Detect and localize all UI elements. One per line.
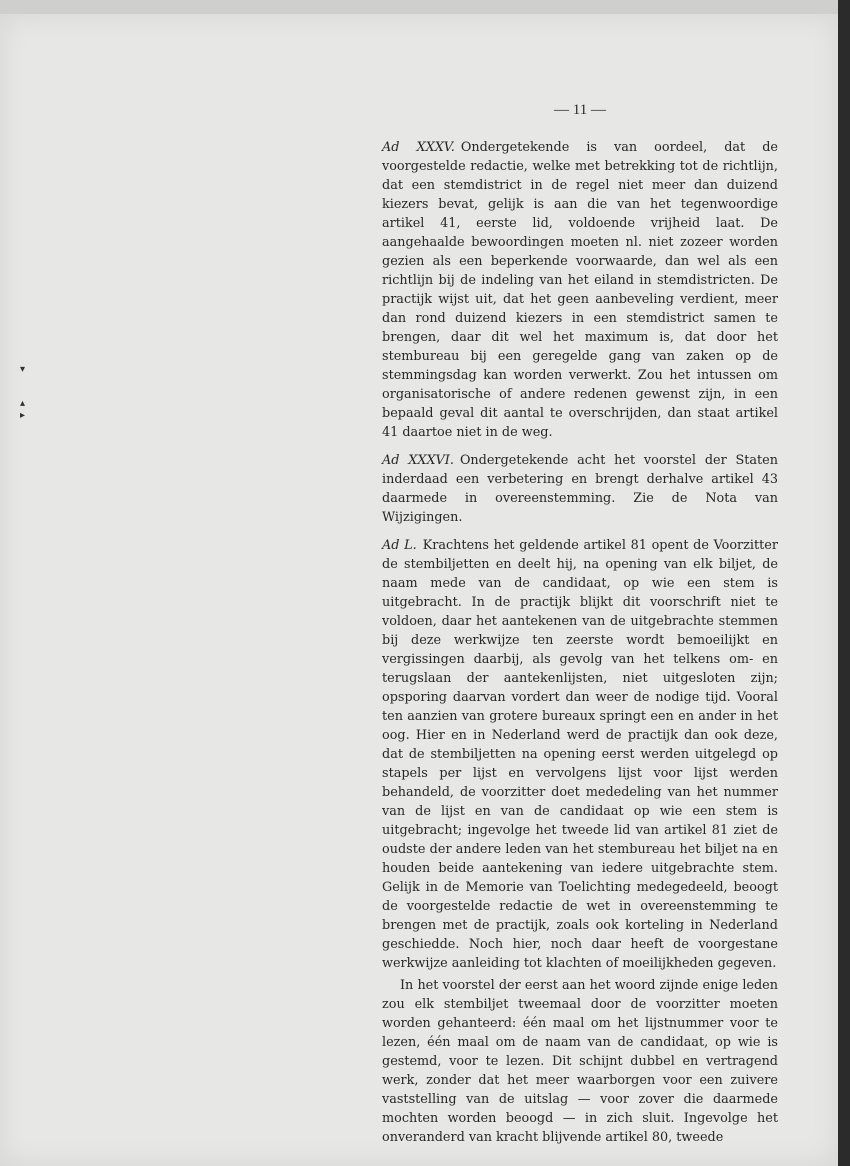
document-page <box>0 14 838 1166</box>
scan-right-edge <box>838 0 850 1166</box>
paragraph-text: Ondergetekende acht het voorstel der Staten inderdaad een verbetering en brengt derhalve artikel 43 daarmede in overeenstemming. Zie de Nota van Wijzigingen. <box>382 453 778 525</box>
page-number: — 11 — <box>554 102 606 118</box>
margin-mark: ▴ <box>20 398 26 409</box>
paragraph-lead: Ad XXXVI. <box>382 453 454 468</box>
paragraph-text: In het voorstel der eerst aan het woord zijnde enige leden zou elk stembiljet tweemaal door de voorzitter moeten worden gehanteerd: één maal om het lijstnummer voor te lezen, één maal om de naam van de candidaat, op wie is gestemd, voor te lezen. Dit schijnt dubbel en vertragend werk, zonder dat het meer waarborgen voor een zuivere vaststelling van de uitslag — voor zover die daarmede mochten worden beoogd — in zich sluit. Ingevolge het onveranderd van kracht blijvende artikel 80, tweede <box>382 978 778 1145</box>
margin-mark: ▾ <box>20 364 26 375</box>
paragraph-text: Krachtens het geldende artikel 81 opent de Voorzitter de stembiljetten en deelt hij, na opening van elk biljet, de naam mede van de candidaat, op wie een stem is uitgebracht. In de practijk blijkt dit voorschrift niet te voldoen, daar het aantekenen van de uitgebrachte stemmen bij deze werkwijze ten zeerste wordt bemoeilijkt en vergissingen daarbij, als gevolg van het telkens om- en terugslaan der aantekenlijsten, niet uitgesloten zijn; opsporing daarvan vordert dan weer de nodige tijd. Vooral ten aanzien van grotere bureaux springt een en ander in het oog. Hier en in Nederland werd de practijk dan ook deze, dat de stembiljetten na opening eerst werden uitgelegd op stapels per lijst en vervolgens lijst voor lijst werden behandeld, de voorzitter doet mededeling van het nummer van de lijst en van de candidaat op wie een stem is uitgebracht; ingevolge het tweede lid van artikel 81 ziet de oudste der andere leden van het stembureau het biljet na en houden beide aantekening van iedere uitgebrachte stem. Gelijk in de Memorie van Toelichting medegedeeld, beoogt de voorgestelde redactie de wet in overeenstemming te brengen met de practijk, zoals ook korteling in Nederland geschiedde. Noch hier, noch daar heeft de voorgestane werkwijze aanleiding tot klachten of moeilijkheden gegeven. <box>382 538 778 971</box>
paragraph-lead: Ad L. <box>382 538 417 553</box>
margin-mark: ▸ <box>20 410 26 421</box>
paragraph-text: Ondergetekende is van oordeel, dat de voorgestelde redactie, welke met betrekking tot de richtlijn, dat een stemdistrict in de regel niet meer dan duizend kiezers bevat, gelijk is aan die van het tegenwoordige artikel 41, eerste lid, voldoende vrijheid laat. De aangehaalde bewoordingen moeten nl. niet zozeer worden gezien als een beperkende voorwaarde, dan wel als een richtlijn bij de indeling van het eiland in stemdistricten. De practijk wijst uit, dat het geen aanbeveling verdient, meer dan rond duizend kiezers in een stemdistrict samen te brengen, daar dit wel het maximum is, dat door het stembureau bij een geregelde gang van zaken op de stemmingsdag kan worden verwerkt. Zou het intussen om organisatorische of andere redenen gewenst zijn, in een bepaald geval dit aantal te overschrijden, dan staat artikel 41 daartoe niet in de weg. <box>382 140 778 440</box>
paragraph-continuation <box>382 976 778 1147</box>
body-text <box>382 138 778 1156</box>
paragraph-ad-xxxvi <box>382 451 778 527</box>
paragraph-ad-l <box>382 536 778 973</box>
paragraph-lead: Ad XXXV. <box>382 140 455 155</box>
scan-top-edge <box>0 0 850 14</box>
paragraph-ad-xxxv <box>382 138 778 442</box>
